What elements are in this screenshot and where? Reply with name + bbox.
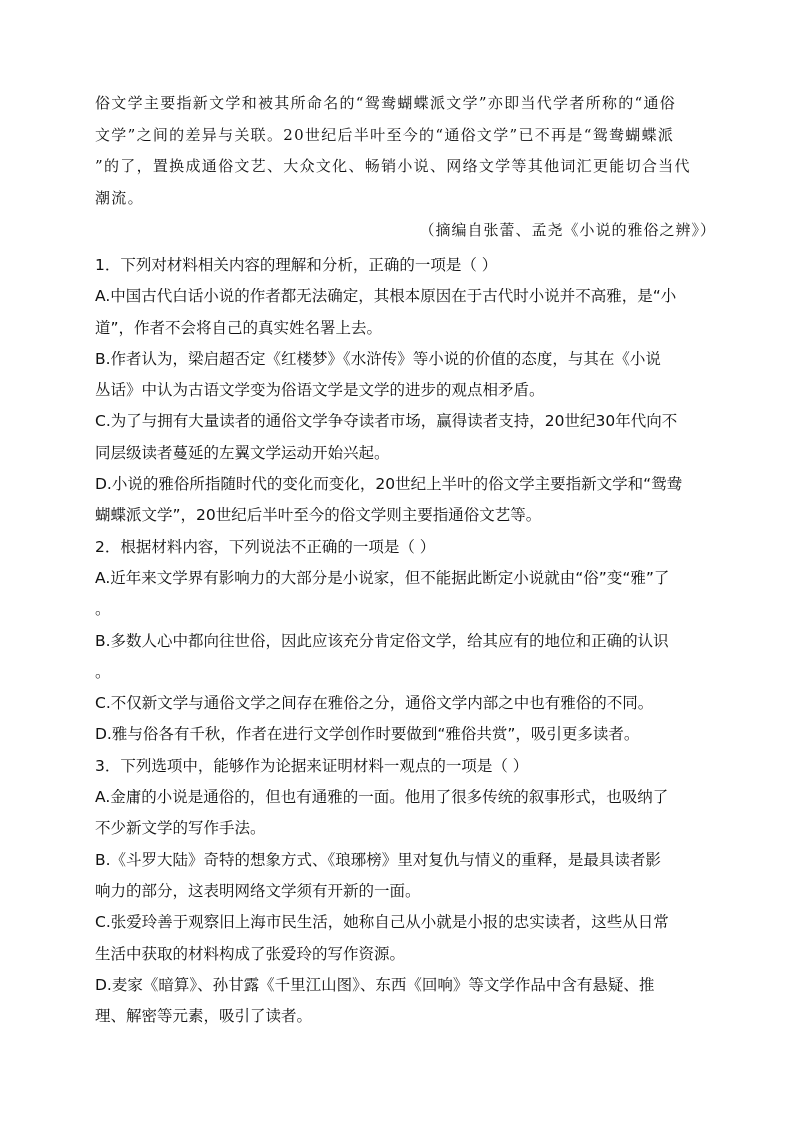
q2-option-a-cont: 。 [95,600,111,619]
q2-option-c: C.不仅新文学与通俗文学之间存在雅俗之分，通俗文学内部之中也有雅俗的不同。 [95,694,654,713]
passage-line: ”的了，置换成通俗文艺、大众文化、畅销小说、网络文学等其他词汇更能切合当代 [95,157,691,175]
q1-option-c-cont: 同层级读者蔓延的左翼文学运动开始兴起。 [95,443,390,462]
q3-option-c: C.张爱玲善于观察旧上海市民生活，她称自己从小就是小报的忠实读者，这些从日常 [95,913,669,932]
q2-option-b: B.多数人心中都向往世俗，因此应该充分肯定俗文学，给其应有的地位和正确的认识 [95,631,669,650]
q1-option-b-cont: 丛话》中认为古语文学变为俗语文学是文学的进步的观点相矛盾。 [95,381,545,400]
q2-option-a: A.近年来文学界有影响力的大部分是小说家，但不能据此断定小说就由“俗”变“雅”了 [95,568,670,587]
passage-paragraph [95,88,700,214]
passage-line: 俗文学主要指新文学和被其所命名的“鸳鸯蝴蝶派文学”亦即当代学者所称的“通俗 [95,94,677,112]
q1-option-d-cont: 蝴蝶派文学”，20世纪后半叶至今的俗文学则主要指通俗文艺等。 [95,506,542,525]
passage-source: （摘编自张蕾、孟尧《小说的雅俗之辨》） [419,221,716,239]
question-2-stem: 2．根据材料内容，下列说法不正确的一项是（ ） [95,537,436,556]
q3-option-b: B.《斗罗大陆》奇特的想象方式、《琅琊榜》里对复仇与情义的重释，是最具读者影 [95,850,661,869]
question-1-stem: 1．下列对材料相关内容的理解和分析，正确的一项是（ ） [95,256,498,274]
q3-option-a: A.金庸的小说是通俗的，但也有通雅的一面。他用了很多传统的叙事形式，也吸纳了 [95,788,669,807]
q2-option-b-cont: 。 [95,662,111,681]
question-3-stem: 3．下列选项中，能够作为论据来证明材料一观点的一项是（ ） [95,756,529,775]
passage-line: 潮流。 [95,188,144,207]
q3-option-a-cont: 不少新文学的写作手法。 [95,819,266,838]
q3-option-d-cont: 理、解密等元素，吸引了读者。 [95,1007,313,1026]
q3-option-d: D.麦家《暗算》、孙甘露《千里江山图》、东西《回响》等文学作品中含有悬疑、推 [95,975,655,994]
q1-option-b: B.作者认为，梁启超否定《红楼梦》《水浒传》等小说的价值的态度，与其在《小说 [95,349,661,368]
q1-option-a: A.中国古代白话小说的作者都无法确定，其根本原因在于古代时小说并不高雅，是“小 [95,287,677,306]
q3-option-b-cont: 响力的部分，这表明网络文学须有开新的一面。 [95,881,421,900]
q3-option-c-cont: 生活中获取的材料构成了张爱玲的写作资源。 [95,944,406,963]
q1-option-a-cont: 道”，作者不会将自己的真实姓名署上去。 [95,318,383,337]
passage-line: 文学”之间的差异与关联。20世纪后半叶至今的“通俗文学”已不再是“鸳鸯蝴蝶派 [95,125,675,144]
questions-section [95,250,715,1032]
q1-option-d: D.小说的雅俗所指随时代的变化而变化，20世纪上半叶的俗文学主要指新文学和“鸳鸯 [95,475,683,494]
q1-option-c: C.为了与拥有大量读者的通俗文学争夺读者市场，赢得读者支持，20世纪30年代向不 [95,412,678,431]
q2-option-d: D.雅与俗各有千秋，作者在进行文学创作时要做到“雅俗共赏”，吸引更多读者。 [95,725,640,744]
